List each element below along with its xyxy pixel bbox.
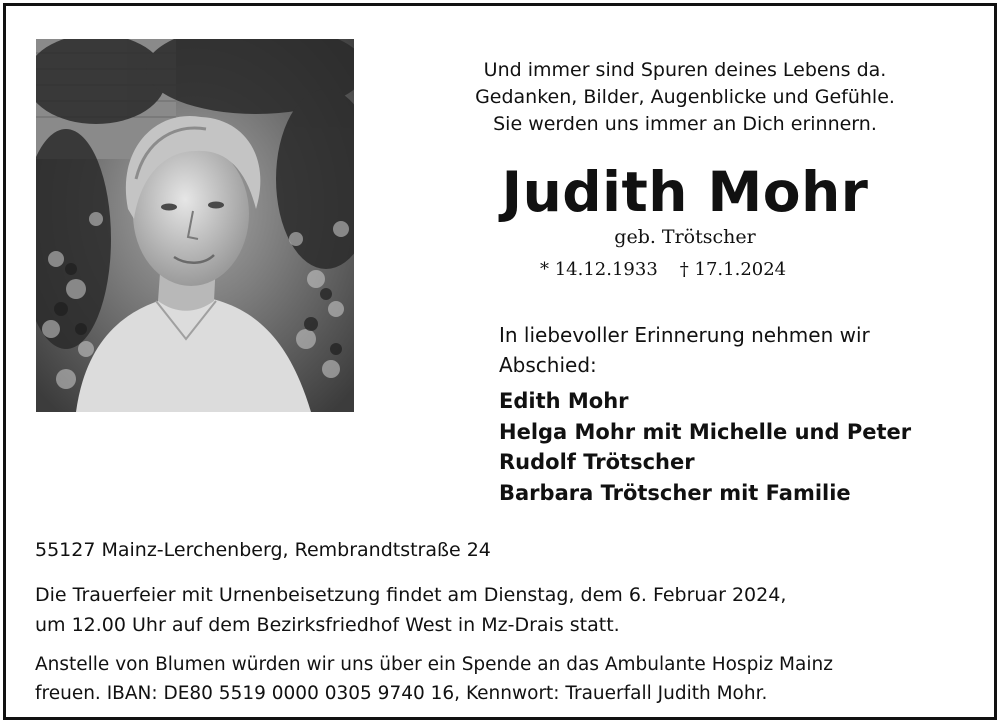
donation-line: freuen. IBAN: DE80 5519 0000 0305 9740 16, Kennwort: Trauerfall Judith Mohr. (35, 683, 768, 704)
mourner-name: Rudolf Trötscher (499, 450, 695, 474)
death-date: † 17.1.2024 (679, 259, 787, 280)
verse-line: Sie werden uns immer an Dich erinnern. (493, 113, 877, 135)
mourner-name: Helga Mohr mit Michelle und Peter (499, 419, 912, 444)
mourners-list (499, 386, 911, 508)
donation-line: Anstelle von Blumen würden wir uns über ein Spende an das Ambulante Hospiz Mainz (35, 654, 833, 675)
donation-request (35, 650, 970, 708)
verse-line: Und immer sind Spuren deines Lebens da. (483, 59, 887, 81)
mourning-intro (499, 320, 959, 380)
family-address: 55127 Mainz-Lerchenberg, Rembrandtstraße 24 (35, 539, 491, 561)
birth-date: * 14.12.1933 (540, 259, 658, 280)
verse-line: Gedanken, Bilder, Augenblicke und Gefühle. (475, 86, 895, 108)
portrait-photo (36, 39, 354, 412)
intro-line: Abschied: (499, 353, 597, 377)
deceased-name: Judith Mohr (501, 160, 869, 224)
funeral-line: Die Trauerfeier mit Urnenbeisetzung findet am Dienstag, dem 6. Februar 2024, (35, 584, 787, 606)
memorial-verse (420, 57, 950, 138)
mourner-name: Edith Mohr (499, 389, 629, 413)
birth-name: geb. Trötscher (614, 226, 756, 248)
funeral-details (35, 580, 970, 640)
funeral-line: um 12.00 Uhr auf dem Bezirksfriedhof West in Mz-Drais statt. (35, 614, 620, 636)
intro-line: In liebevoller Erinnerung nehmen wir (499, 323, 870, 347)
life-dates (540, 257, 786, 283)
mourner-name: Barbara Trötscher mit Familie (499, 480, 851, 505)
